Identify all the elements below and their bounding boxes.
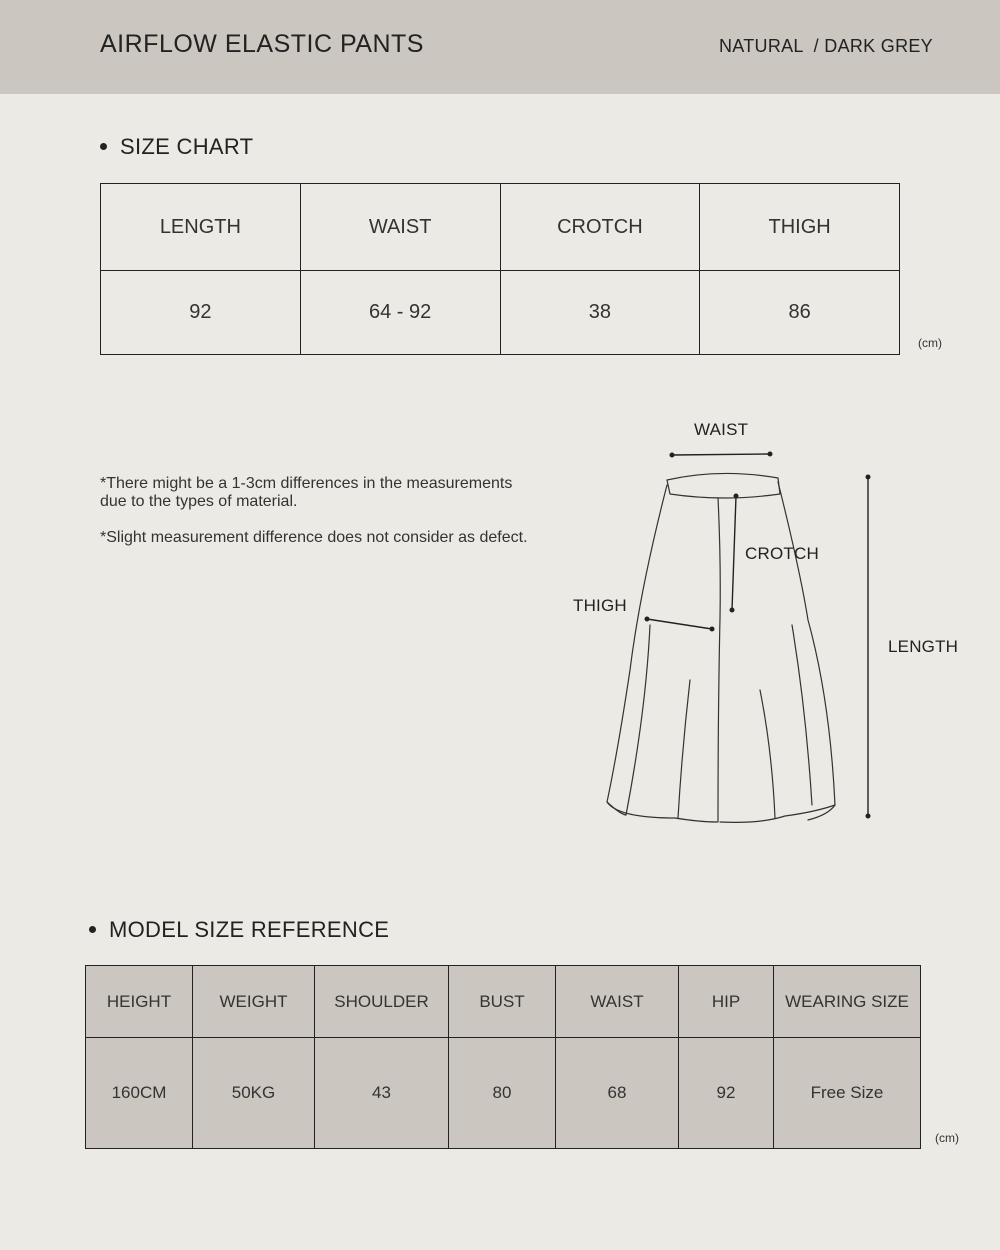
header-cell-waist: WAIST (556, 966, 679, 1038)
header-cell-height: HEIGHT (86, 966, 193, 1038)
value-cell-weight: 50KG (193, 1038, 315, 1149)
size-chart-table (100, 183, 900, 355)
note-material: *There might be a 1-3cm differences in the measurements due to the types of material. (100, 475, 513, 510)
header-cell-hip: HIP (679, 966, 774, 1038)
product-title: AIRFLOW ELASTIC PANTS (100, 30, 424, 58)
size-chart-title: SIZE CHART (120, 134, 254, 159)
table-header-row (86, 966, 921, 1038)
bullet-icon (89, 926, 96, 933)
model-size-unit: (cm) (935, 1131, 959, 1145)
header-cell-wearing-size: WEARING SIZE (774, 966, 921, 1038)
table-row (86, 1038, 921, 1149)
size-chart-unit: (cm) (918, 336, 942, 350)
header-cell-bust: BUST (449, 966, 556, 1038)
crotch-label: CROTCH (745, 544, 819, 563)
value-cell-shoulder: 43 (315, 1038, 449, 1149)
value-cell-bust: 80 (449, 1038, 556, 1149)
header-cell-waist: WAIST (300, 184, 500, 271)
value-cell-height: 160CM (86, 1038, 193, 1149)
value-cell-hip: 92 (679, 1038, 774, 1149)
header-cell-thigh: THIGH (700, 184, 900, 271)
header-cell-shoulder: SHOULDER (315, 966, 449, 1038)
thigh-label: THIGH (573, 596, 627, 615)
header-cell-weight: WEIGHT (193, 966, 315, 1038)
length-label: LENGTH (888, 637, 959, 656)
bullet-icon (100, 143, 107, 150)
header-cell-crotch: CROTCH (500, 184, 700, 271)
pants-diagram (560, 410, 980, 840)
header-cell-length: LENGTH (101, 184, 301, 271)
value-cell-thigh: 86 (700, 271, 900, 355)
model-size-heading (89, 917, 389, 943)
value-cell-waist: 68 (556, 1038, 679, 1149)
value-cell-wearing-size: Free Size (774, 1038, 921, 1149)
size-chart-heading (100, 134, 253, 160)
value-cell-waist: 64 - 92 (300, 271, 500, 355)
note-defect: *Slight measurement difference does not consider as defect. (100, 529, 528, 546)
value-cell-crotch: 38 (500, 271, 700, 355)
pants-illustration (560, 410, 980, 840)
model-size-table (85, 965, 921, 1149)
table-header-row (101, 184, 900, 271)
header-bar (0, 0, 1000, 94)
color-options: NATURAL / DARK GREY (718, 36, 933, 56)
model-size-title: MODEL SIZE REFERENCE (109, 917, 390, 942)
table-row (101, 271, 900, 355)
value-cell-length: 92 (101, 271, 301, 355)
measurement-notes (100, 475, 530, 565)
waist-label: WAIST (694, 420, 749, 439)
